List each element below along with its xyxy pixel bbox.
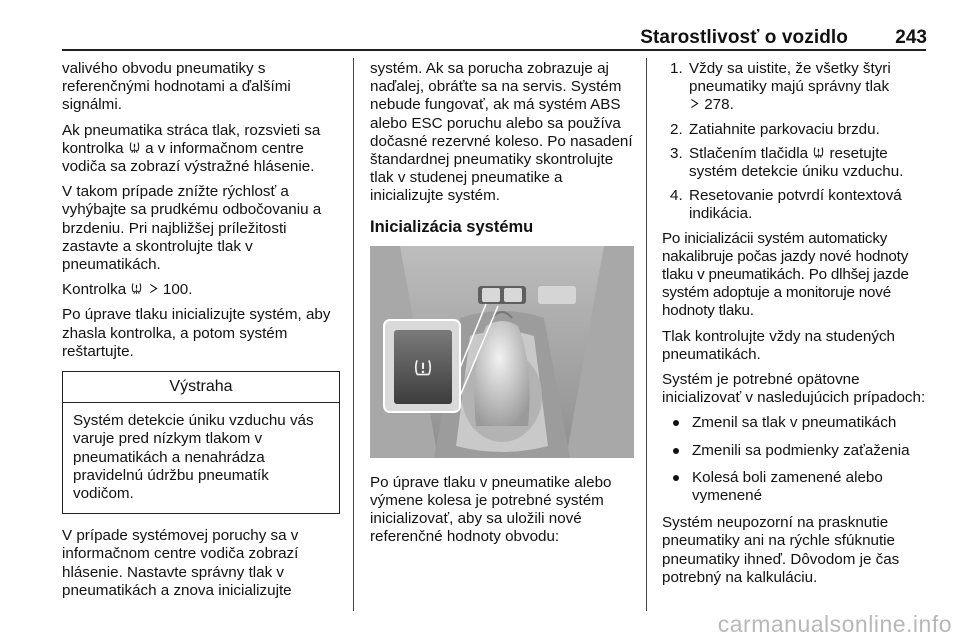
page-reference: 100. [162,281,193,299]
watermark: carmanualsonline.info [717,611,952,637]
paragraph: V prípade systémovej poruchy sa v informačnom centre vodiča zobrazí hlásenie. Nastavte správny tlak v pneumatikách a znova inicializujte [62,527,299,599]
list-item: Zmenil sa tlak v pneumatikách [662,414,928,432]
page-reference: 278. [704,96,734,114]
list-item: 1. Vždy sa uistite, že všetky štyri pneumatiky majú správny tlak 278. [670,60,891,114]
paragraph: Kontrolka 100. [62,281,193,299]
warning-body: Systém detekcie úniku vzduchu vás varuje pred nízkym tlakom v pneumatikách a nenahrádza pravidelnú údržbu pneumatík vodičom. [73,412,314,503]
section-title: Inicializácia systému [370,217,534,236]
paragraph: Po úprave tlaku inicializujte systém, aby zhasla kontrolka, a potom systém reštartujte. [62,306,331,360]
tire-pressure-warning-icon [131,282,142,295]
bullet-icon [673,448,679,454]
warning-box [62,371,340,514]
list-item: 4. Resetovanie potvrdí kontextová indikácia. [670,187,902,223]
paragraph: Systém neupozorní na prasknutie pneumatiky ani na rýchle sfúknutie pneumatiky ihneď. Dôvodom je čas potrebný na kalkuláciu. [662,514,900,586]
page-title: Starostlivosť o vozidlo [640,27,848,48]
paragraph: Ak pneumatika stráca tlak, rozsvieti sa kontrolka a v informačnom centre vodiča sa zobrazí výstražné hlásenie. [62,121,321,176]
list-item: 2. Zatiahnite parkovaciu brzdu. [670,120,880,138]
paragraph: Po úprave tlaku v pneumatike alebo výmene kolesa je potrebné systém inicializovať, aby sa uložili nové referenčné hodnoty obvodu: [370,473,612,546]
list-item: Kolesá boli zamenené alebo vymenené [662,469,928,505]
column-3 [662,60,928,594]
paragraph: V takom prípade znížte rýchlosť a vyhýbajte sa prudkému odbočovaniu a brzdeniu. Pri najbližšej príležitosti zastavte a skontrolujte tlak v pneumatikách. [62,183,322,274]
tire-pressure-warning-icon [129,141,140,154]
console-photo-illustration [370,246,634,458]
steps-list [662,60,928,224]
bullet-icon [673,420,679,426]
column-divider-2 [646,58,647,611]
list-item: Zmenili sa podmienky zaťaženia [662,442,928,460]
page-reference-arrow-icon [149,282,158,295]
page-number: 243 [895,27,927,48]
column-divider-1 [353,58,354,611]
paragraph: Po inicializácii systém automaticky nakalibruje počas jazdy nové hodnoty tlaku v pneumatikách. Po dlhšej jazde systém adoptuje a monitoruje nové hodnoty tlaku. [662,229,909,320]
column-2 [370,60,634,554]
paragraph: Tlak kontrolujte vždy na studených pneumatikách. [662,327,895,363]
header-rule [62,49,926,51]
page-header [0,0,960,52]
page-reference-arrow-icon [690,97,699,110]
column-1 [62,60,340,607]
paragraph: Systém je potrebné opätovne inicializovať v nasledujúcich prípadoch: [662,371,926,407]
list-item: 3. Stlačením tlačidla resetujte systém detekcie úniku vzduchu. [670,144,904,181]
bullet-list [662,414,928,505]
paragraph: valivého obvodu pneumatiky s referenčnými hodnotami a ďalšími signálmi. [62,60,291,114]
tire-pressure-warning-icon [813,146,824,159]
paragraph: systém. Ak sa porucha zobrazuje aj naďalej, obráťte sa na servis. Systém nebude fungovať, ak má systém ABS alebo ESC poruchu alebo sa používa dočasné rezervné koleso. Po nasadení štandardnej pneumatiky skontrolujte tlak v studenej pneumatike a inicializujte systém. [370,60,633,205]
bullet-icon [673,475,679,481]
warning-title: Výstraha [63,372,339,403]
